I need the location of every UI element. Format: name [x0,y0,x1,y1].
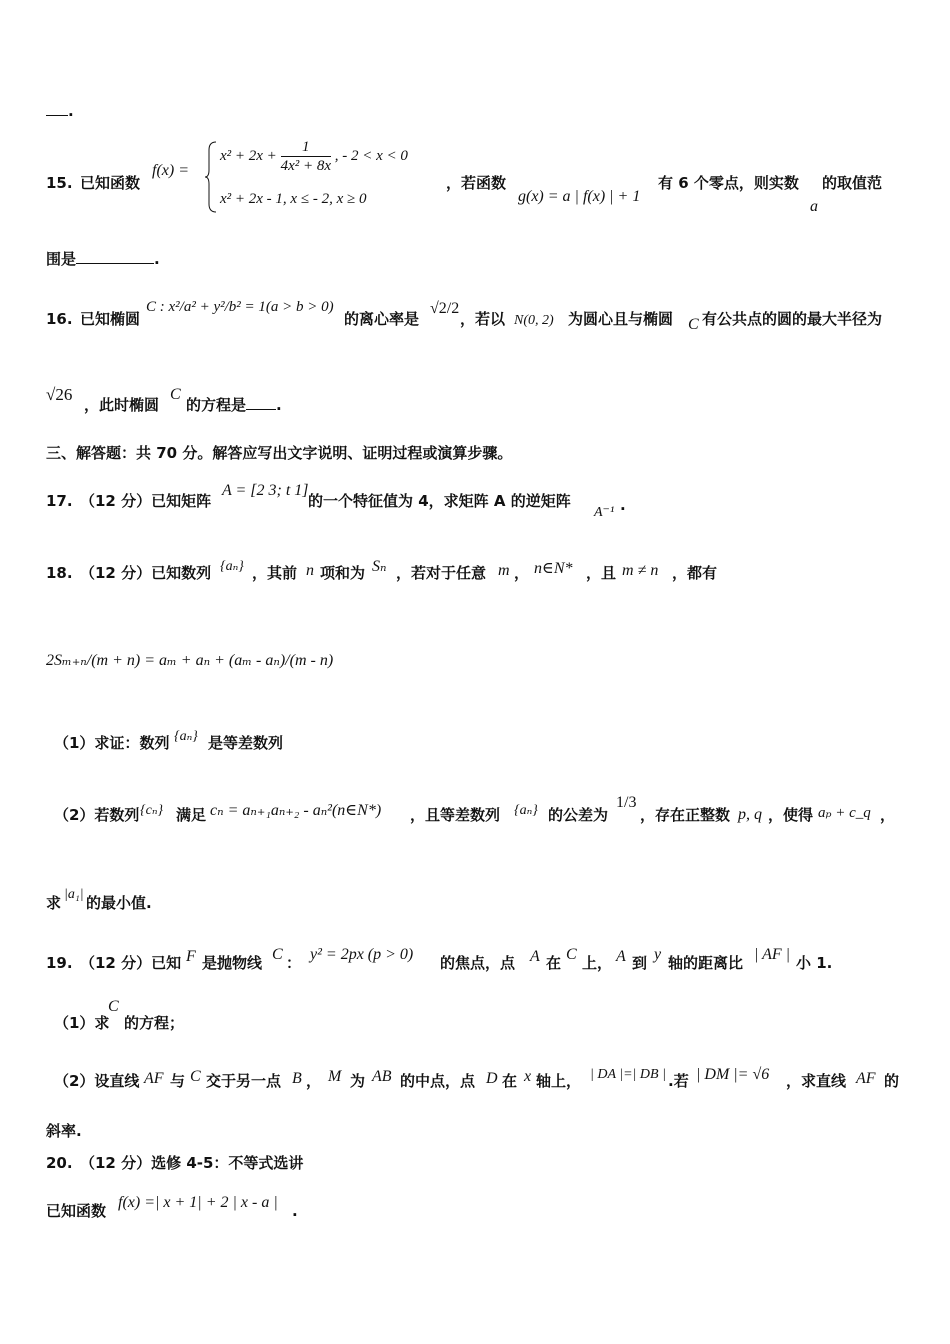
q16-t6: 的方程是 . [186,396,282,414]
q18-part2-label: （2）若数列 [54,806,140,824]
q18-n: n [306,562,314,579]
q16-t2: ，若以 [460,310,506,328]
q18-part1-tail: 是等差数列 [208,734,284,752]
q18-t5: ，且 [586,564,617,582]
q19-part2-a: （2）设直线 [54,1072,140,1090]
q18-part2-seq: {aₙ} [514,803,538,818]
q16-radius: √26 [46,385,73,404]
q19-t1: 是抛物线 [202,954,263,972]
q20-end: . [292,1202,298,1220]
q15-fx: f(x) = [152,162,189,179]
q19-C: C [272,946,283,963]
q19-AF2: AF [856,1070,876,1087]
q19-x: x [524,1068,532,1085]
q19-part2-C: C [190,1068,201,1085]
q15-line2: 围是 . [46,250,160,268]
q18-part2-t1: 满足 [176,806,207,824]
q19-part2-e: 为 [350,1072,366,1090]
q18-cond: n∈N* [534,560,573,577]
q19-M: M [328,1068,342,1085]
q18-sum: aₚ + c_q [818,805,871,821]
top-fragment: . [46,100,74,122]
answer-blank [246,395,276,410]
q19-dadb: | DA |=| DB | [590,1067,666,1082]
q18-part2-t5: ，使得 [768,806,814,824]
q19-part1-C: C [108,998,119,1015]
q18-t1: ，其前 [252,564,298,582]
answer-blank [46,101,68,116]
q16-t1: 的离心率是 [344,310,420,328]
q20-lead: 已知函数 [46,1202,107,1220]
piecewise-brace [204,140,218,214]
q17-end: . [620,496,626,514]
q19-AB: AB [372,1068,392,1085]
q18-t4: ， [514,564,530,582]
q18-final-b: 的最小值. [86,894,152,912]
q16-eccentricity: √2/2 [430,300,460,317]
q18-t2: 项和为 [320,564,366,582]
q18-abs-a1: |a₁| [64,887,84,902]
q19-F: F [186,948,196,965]
q18-sn: Sₙ [372,558,387,575]
q18-final-a: 求 [46,894,62,912]
q18-cseq: {cₙ} [140,803,164,818]
q19-parabola: y² = 2px (p > 0) [310,946,414,963]
q20-fx: f(x) =| x + 1| + 2 | x - a | [118,1194,278,1211]
q19-part2-j: ，求直线 [786,1072,847,1090]
q19-part2-b: 与 [170,1072,186,1090]
q18-pq: p, q [738,806,762,823]
answer-blank [76,249,154,264]
q18-part2-t2: ，且等差数列 [410,806,501,824]
q19-part2-l: 斜率. [46,1122,82,1140]
q16-point: N(0, 2) [514,313,554,328]
q18-t3: ，若对于任意 [396,564,487,582]
q19-part2-d: ， [306,1072,322,1090]
q19-part2-f: 的中点，点 [400,1072,476,1090]
q19-t5: 上， [582,954,613,972]
q17-number: 17. [46,492,73,510]
q19-part1-b: 的方程； [124,1014,185,1032]
q19-part2-i: .若 [668,1072,689,1090]
q19-part2-c: 交于另一点 [206,1072,282,1090]
q19-part1-a: （1）求 [54,1014,110,1032]
q18-cdef: cₙ = aₙ₊₁aₙ₊₂ - aₙ²(n∈N*) [210,802,382,819]
q18-formula: 2Sₘ₊ₙ/(m + n) = aₘ + aₙ + (aₘ - aₙ)/(m - n) [46,652,334,669]
q15-var-a: a [810,198,818,215]
q18-t6: ，都有 [672,564,718,582]
q16-C: C [688,316,699,333]
section-3-heading: 三、解答题：共 70 分。解答应写出文字说明、证明过程或演算步骤。 [46,444,513,462]
q15-tail2: 的取值范 [822,174,883,192]
q18-score: （12 分）已知数列 [80,564,212,582]
q19-t2: ： [286,954,302,972]
q18-seq: {aₙ} [220,559,244,574]
q19-dm: | DM |= √6 [696,1066,770,1083]
q18-part2-t3: 的公差为 [548,806,609,824]
q19-t7: 轴的距离比 [668,954,744,972]
q19-C2: C [566,946,577,963]
q16-t4: 有公共点的圆的最大半径为 [702,310,883,328]
q19-t6: 到 [632,954,648,972]
q16-number: 16. [46,310,73,328]
q19-part2-h: 轴上， [536,1072,582,1090]
q18-part1-seq: {aₙ} [174,729,198,744]
q16-t5: ，此时椭圆 [84,396,160,414]
q16-lead: 已知椭圆 [80,310,141,328]
q19-t4: 在 [546,954,562,972]
q19-B: B [292,1070,302,1087]
q18-m: m [498,562,510,579]
q18-neq: m ≠ n [622,562,659,579]
q20-score: （12 分）选修 4-5：不等式选讲 [80,1154,304,1172]
q19-A: A [530,948,540,965]
q20-number: 20. [46,1154,73,1172]
q18-number: 18. [46,564,73,582]
q17-matrix: A = [2 3; t 1] [222,482,309,499]
q17-tail: 的一个特征值为 4，求矩阵 A 的逆矩阵 [308,492,571,510]
q18-part1-label: （1）求证：数列 [54,734,170,752]
q19-AF: AF [144,1070,164,1087]
q19-t8: 小 1. [796,954,833,972]
q15-case1: x² + 2x + $\frac{1}{\text{4x² + 8x}}$ , - 2 < x < 0 [220,139,408,174]
q15-number: 15. [46,174,73,192]
q18-part2-t4: ，存在正整数 [640,806,731,824]
q16-t3: 为圆心且与椭圆 [568,310,674,328]
q15-gx: g(x) = a | f(x) | + 1 [518,188,641,205]
q15-lead: 已知函数 [80,174,141,192]
q18-part2-t6: ， [880,806,896,824]
q19-y: y [654,946,662,963]
q19-part2-k: 的 [884,1072,900,1090]
q17-inverse: A⁻¹ [594,505,615,520]
q15-tail: 有 6 个零点，则实数 [658,174,799,192]
q19-D: D [486,1070,498,1087]
q19-number: 19. [46,954,73,972]
q16-C2: C [170,386,181,403]
q19-A2: A [616,948,626,965]
q16-ellipse-eq: C : x²/a² + y²/b² = 1(a > b > 0) [146,299,334,315]
q19-t3: 的焦点，点 [440,954,516,972]
q15-case2: x² + 2x - 1, x ≤ - 2, x ≥ 0 [220,191,367,207]
q15-mid: ，若函数 [446,174,507,192]
q19-score: （12 分）已知 [80,954,182,972]
q18-third: 1/3 [616,794,637,811]
q19-af: | AF | [754,946,791,963]
q17-score: （12 分）已知矩阵 [80,492,212,510]
q19-part2-g: 在 [502,1072,518,1090]
